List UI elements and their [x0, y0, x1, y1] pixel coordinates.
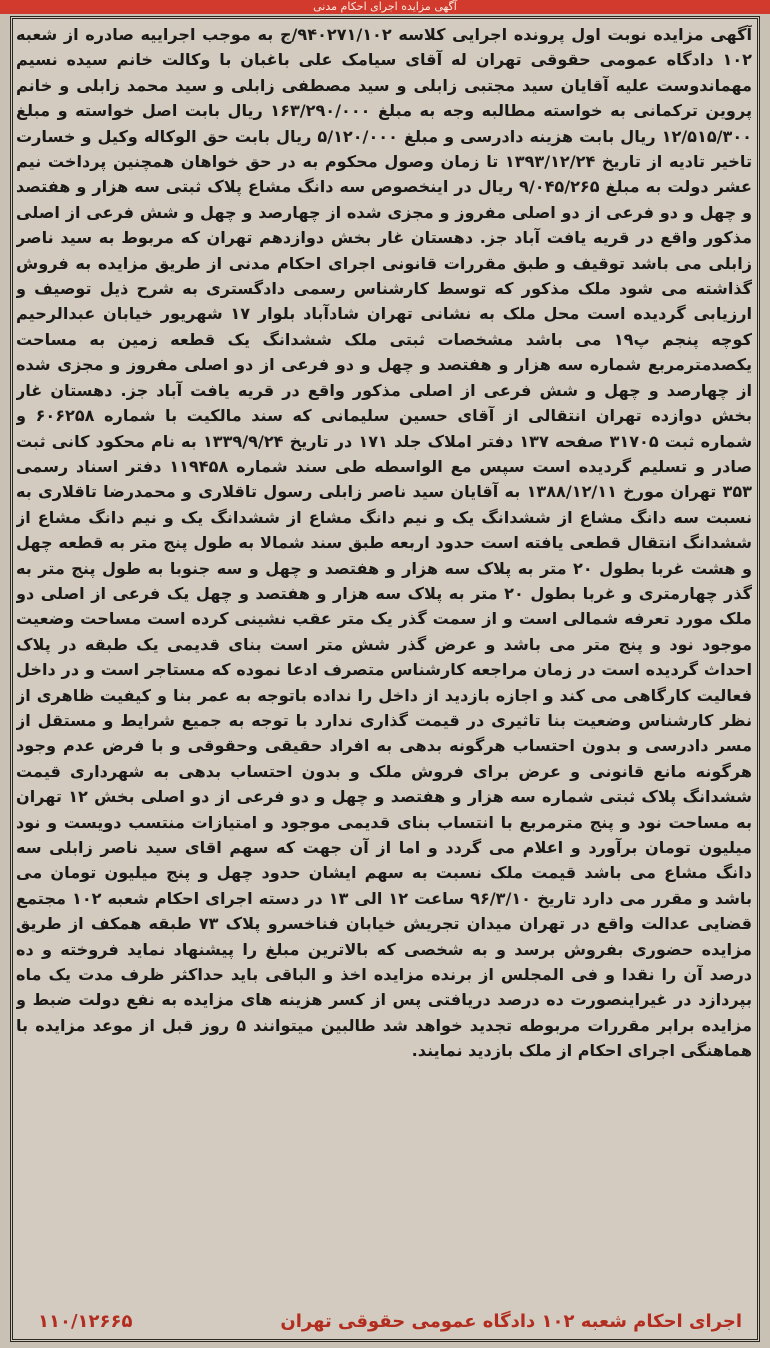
- banner-text: آگهی مزایده اجرای احکام مدنی: [313, 0, 457, 13]
- issuer-name: اجرای احکام شعبه ۱۰۲ دادگاه عمومی حقوقی تهران: [280, 1311, 742, 1332]
- notice-code: ۱۱۰/۱۲۶۶۵: [38, 1311, 133, 1332]
- notice-body: آگهی مزایده نوبت اول پرونده اجرایی کلاسه ۹۴۰۲۷۱/۱۰۲/ج به موجب اجراییه صادره از شعبه ۱۰۲ دادگاه عمومی حقوقی تهران له آقای سیامک علی باغبان با وکالت خانم سیده نسیم مهماندوست علیه آقایان سید مجتبی زابلی و سید مصطفی زابلی و سید محمد زابلی و خانم پروین ترکمانی به خواسته مطالبه وجه به مبلغ ۱۶۳/۲۹۰/۰۰۰ ریال بابت اصل خواسته و مبلغ ۱۲/۵۱۵/۳۰۰ ریال بابت هزینه دادرسی و مبلغ ۵/۱۲۰/۰۰۰ ریال بابت حق الوکاله وکیل و خسارت تاخیر تادیه از تاریخ ۱۳۹۳/۱۲/۲۴ تا زمان وصول محکوم به در حق خواهان همچنین پرداخت نیم عشر دولت به مبلغ ۹/۰۴۵/۲۶۵ ریال در اینخصوص سه دانگ مشاع پلاک ثبتی سه هزار و هفتصد و چهل و دو فرعی از دو اصلی مفروز و مجزی شده از چهارصد و چهل و شش فرعی از اصلی مذکور واقع در قریه یافت آباد جز. دهستان غار بخش دوازدهم تهران که مربوط به سید ناصر زابلی می باشد توقیف و طبق مقررات قانونی اجرای احکام مدنی از طریق مزایده به فروش گذاشته می شود ملک مذکور که توسط کارشناس رسمی دادگستری به شرح ذیل توصیف و ارزیابی گردیده است محل ملک به نشانی تهران شادآباد بلوار ۱۷ شهریور خیابان عبدالرحیم کوچه پنجم پ۱۹ می باشد مشخصات ثبتی ملک ششدانگ یک قطعه زمین به مساحت یکصدمترمربع شماره سه هزار و هفتصد و چهل و دو فرعی از دو اصلی مفروز و مجزی شده از چهارصد و چهل و شش فرعی از اصلی مذکور واقع در قریه یافت آباد جز. دهستان غار بخش دوازده تهران انتقالی از آقای حسین سلیمانی که سند مالکیت با شماره ۶۰۶۲۵۸ و شماره ثبت ۳۱۷۰۵ صفحه ۱۳۷ دفتر املاک جلد ۱۷۱ در تاریخ ۱۳۳۹/۹/۲۴ به نام محکود کانی ثبت صادر و تسلیم گردیده است سپس مع الواسطه طی سند شماره ۱۱۹۴۵۸ دفتر اسناد رسمی ۳۵۳ تهران مورخ ۱۳۸۸/۱۲/۱۱ به آقایان سید ناصر زابلی رسول تاقلاری و محمدرضا تاقلاری به نسبت سه دانگ مشاع از ششدانگ یک و نیم دانگ مشاع از ششدانگ یک و نیم دانگ مشاع از ششدانگ انتقال قطعی یافته است حدود اربعه طبق سند شمالا به طول پنج متر به قطعه چهل و هشت غربا بطول ۲۰ متر به پلاک سه هزار و هفتصد و چهل و سه جنوبا به طول پنج متر به گذر چهارمتری و غربا بطول ۲۰ متر به پلاک سه هزار و هفتصد و چهل یک فرعی از اصلی دو ملک مورد تعرفه شمالی است و از سمت گذر یک متر عقب نشینی کرده است مساحت وضعیت موجود نود و پنج متر می باشد و عرض گذر شش متر است بنای قدیمی یک طبقه در پلاک احداث گردیده است در زمان مراجعه کارشناس متصرف ادعا نموده که مستاجر است و در داخل فعالیت کارگاهی می کند و اجازه بازدید از داخل را نداده باتوجه به عمر بنا و کیفیت ظاهری از نظر کارشناس وضعیت بنا تاثیری در قیمت گذاری ندارد با توجه به جمیع شرایط و مستقل از مسر دادرسی و بدون احتساب هرگونه بدهی به افراد حقیقی وحقوقی و با فرض عدم وجود هرگونه مانع قانونی و عرض برای فروش ملک و بدون احتساب بدهی به شهرداری قیمت ششدانگ پلاک ثبتی شماره سه هزار و هفتصد و چهل و دو فرعی از دو اصلی بخش ۱۲ تهران به مساحت نود و پنج مترمربع با انتساب بنای قدیمی موجود و امتیازات منتسب دویست و نود میلیون تومان برآورد و اعلام می گردد و اما از آن جهت که سهم اقای سید ناصر زابلی سه دانگ مشاع می باشد قیمت ملک نسبت به سهم ایشان حدود چهل و پنج میلیون تومان می باشد و مقرر می دارد تاریخ ۹۶/۳/۱۰ ساعت ۱۲ الی ۱۳ در دسته اجرای احکام شعبه ۱۰۲ مجتمع قضایی عدالت واقع در تهران میدان تجریش خیابان فناخسرو پلاک ۷۳ طبقه همکف از طریق مزایده حضوری بفروش برسد و به شخصی که بالاترین مبلغ را پیشنهاد نماید فروخته و ده درصد آن را نقدا و فی المجلس از برنده مزایده اخذ و الباقی باید حداکثر ظرف مدت یک ماه بپردازد در غیراینصورت ده درصد دریافتی پس از کسر هزینه های مزایده به نفع دولت ضبط و مزایده برابر مقررات مربوطه تجدید خواهد شد طالبین میتوانند ۵ روز قبل از موعد مزایده با هماهنگی اجرای احکام از ملک بازدید نمایند.: [16, 25, 752, 1061]
- top-banner: [0, 0, 770, 14]
- notice-footer: [18, 1308, 752, 1336]
